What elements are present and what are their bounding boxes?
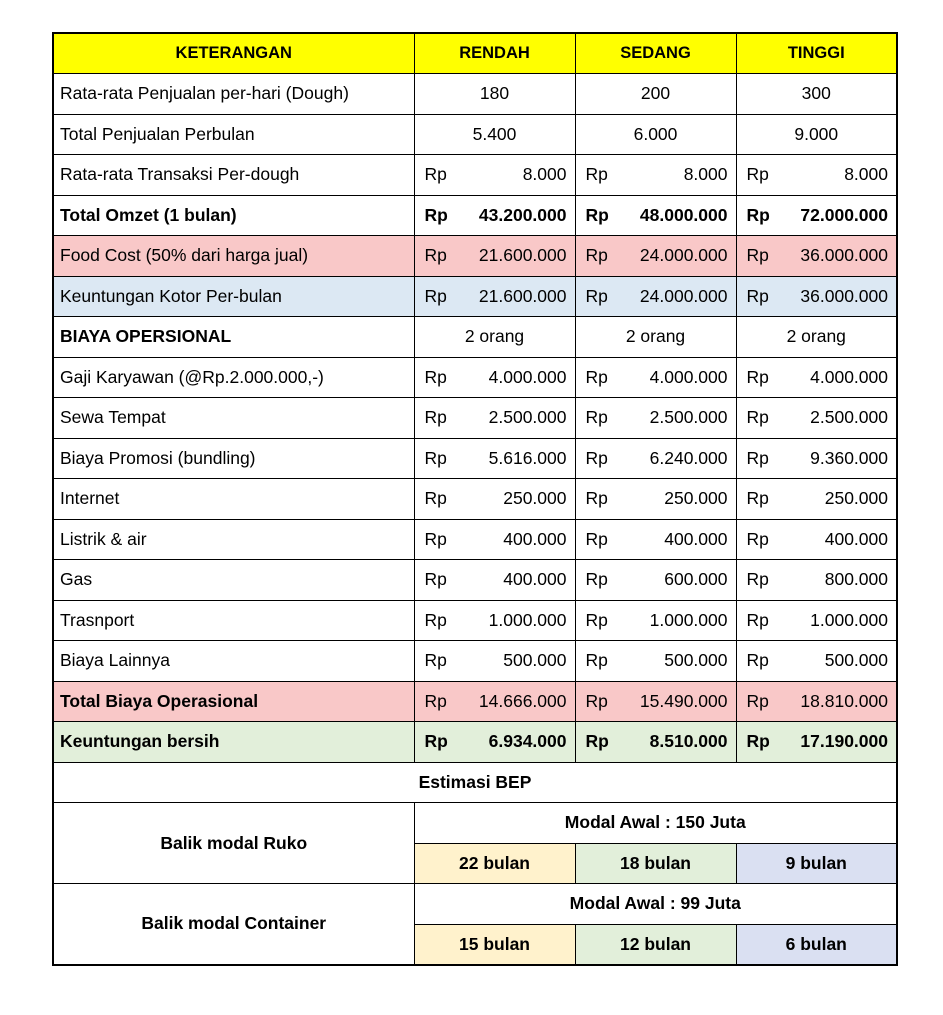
cell-tinggi [736, 236, 897, 277]
cell-tinggi [736, 195, 897, 236]
row-transport [53, 600, 897, 641]
currency: Rp [746, 285, 769, 306]
currency: Rp [424, 366, 447, 387]
value-rendah: 500.000 [503, 650, 567, 671]
currency: Rp [424, 407, 447, 428]
value-rendah: 4.000.000 [488, 366, 567, 387]
value-rendah: 8.000 [522, 164, 567, 185]
value-sedang: 8.510.000 [649, 731, 728, 752]
cell-rendah [414, 641, 575, 682]
currency: Rp [746, 569, 769, 590]
value-rendah: 400.000 [503, 528, 567, 549]
cell-tinggi [736, 357, 897, 398]
currency: Rp [746, 690, 769, 711]
value-sedang: 400.000 [664, 528, 728, 549]
value-rendah: 2.500.000 [488, 407, 567, 428]
header-tinggi: TINGGI [736, 33, 897, 74]
currency: Rp [746, 366, 769, 387]
cell-rendah [414, 276, 575, 317]
row-label: Internet [53, 479, 414, 520]
cell-rendah [414, 722, 575, 763]
cell-sedang [575, 641, 736, 682]
cell-tinggi [736, 276, 897, 317]
container-rendah: 15 bulan [414, 924, 575, 965]
value-sedang: 6.240.000 [649, 447, 728, 468]
currency: Rp [746, 164, 769, 185]
currency: Rp [585, 690, 608, 711]
cell-tinggi [736, 600, 897, 641]
row-biaya-operasional [53, 317, 897, 358]
container-tinggi: 6 bulan [736, 924, 897, 965]
currency: Rp [585, 609, 608, 630]
value-rendah: 21.600.000 [478, 245, 567, 266]
cell-tinggi [736, 641, 897, 682]
row-label: Total Penjualan Perbulan [53, 114, 414, 155]
value-tinggi: 17.190.000 [800, 731, 888, 752]
currency: Rp [585, 164, 608, 185]
cell-tinggi [736, 479, 897, 520]
row-keuntungan-kotor [53, 276, 897, 317]
value-sedang: 2 orang [575, 317, 736, 358]
currency: Rp [424, 204, 448, 225]
row-sewa [53, 398, 897, 439]
header-rendah: RENDAH [414, 33, 575, 74]
currency: Rp [424, 164, 447, 185]
currency: Rp [424, 569, 447, 590]
row-lainnya [53, 641, 897, 682]
value-sedang: 600.000 [664, 569, 728, 590]
row-internet [53, 479, 897, 520]
currency: Rp [746, 528, 769, 549]
ruko-tinggi: 9 bulan [736, 843, 897, 884]
cell-sedang [575, 357, 736, 398]
cell-sedang [575, 236, 736, 277]
cell-rendah [414, 155, 575, 196]
row-total-penjualan [53, 114, 897, 155]
cell-sedang [575, 195, 736, 236]
cell-sedang [575, 560, 736, 601]
header-keterangan: KETERANGAN [53, 33, 414, 74]
cell-rendah [414, 236, 575, 277]
value-sedang: 4.000.000 [649, 366, 728, 387]
cell-rendah [414, 195, 575, 236]
value-rendah: 5.400 [414, 114, 575, 155]
row-label: Keuntungan bersih [53, 722, 414, 763]
row-transaksi [53, 155, 897, 196]
value-tinggi: 1.000.000 [810, 609, 888, 630]
bep-table [52, 32, 898, 966]
cell-rendah [414, 479, 575, 520]
currency: Rp [585, 528, 608, 549]
cell-tinggi [736, 155, 897, 196]
value-rendah: 21.600.000 [478, 285, 567, 306]
row-ruko-modal [53, 803, 897, 844]
row-label: Food Cost (50% dari harga jual) [53, 236, 414, 277]
value-sedang: 8.000 [683, 164, 728, 185]
value-tinggi: 4.000.000 [810, 366, 888, 387]
value-rendah: 6.934.000 [488, 731, 567, 752]
value-sedang: 24.000.000 [639, 285, 728, 306]
value-sedang: 2.500.000 [649, 407, 728, 428]
row-container-modal [53, 884, 897, 925]
row-label: Sewa Tempat [53, 398, 414, 439]
value-tinggi: 500.000 [824, 650, 888, 671]
value-rendah: 180 [414, 74, 575, 115]
currency: Rp [746, 407, 769, 428]
row-gas [53, 560, 897, 601]
currency: Rp [585, 488, 608, 509]
currency: Rp [746, 447, 769, 468]
ruko-label: Balik modal Ruko [53, 803, 414, 884]
value-rendah: 250.000 [503, 488, 567, 509]
currency: Rp [746, 204, 770, 225]
cell-sedang [575, 155, 736, 196]
value-sedang: 15.490.000 [639, 690, 728, 711]
cell-rendah [414, 438, 575, 479]
value-rendah: 5.616.000 [488, 447, 567, 468]
row-omzet [53, 195, 897, 236]
value-tinggi: 800.000 [824, 569, 888, 590]
header-row [53, 33, 897, 74]
value-tinggi: 250.000 [824, 488, 888, 509]
cell-rendah [414, 600, 575, 641]
value-tinggi: 2 orang [736, 317, 897, 358]
value-rendah: 1.000.000 [488, 609, 567, 630]
currency: Rp [424, 650, 447, 671]
container-label: Balik modal Container [53, 884, 414, 965]
ruko-modal: Modal Awal : 150 Juta [414, 803, 897, 844]
value-sedang: 1.000.000 [649, 609, 728, 630]
currency: Rp [585, 569, 608, 590]
ruko-sedang: 18 bulan [575, 843, 736, 884]
row-gaji [53, 357, 897, 398]
value-tinggi: 300 [736, 74, 897, 115]
currency: Rp [585, 407, 608, 428]
cell-tinggi [736, 560, 897, 601]
currency: Rp [424, 447, 447, 468]
value-rendah: 43.200.000 [478, 204, 567, 225]
currency: Rp [424, 528, 447, 549]
value-tinggi: 2.500.000 [810, 407, 888, 428]
row-promosi [53, 438, 897, 479]
cell-tinggi [736, 519, 897, 560]
value-tinggi: 36.000.000 [800, 245, 888, 266]
container-modal: Modal Awal : 99 Juta [414, 884, 897, 925]
currency: Rp [585, 447, 608, 468]
currency: Rp [424, 690, 447, 711]
cell-tinggi [736, 681, 897, 722]
cell-sedang [575, 519, 736, 560]
row-listrik [53, 519, 897, 560]
cell-tinggi [736, 438, 897, 479]
currency: Rp [424, 609, 447, 630]
cell-tinggi [736, 398, 897, 439]
row-label: Biaya Promosi (bundling) [53, 438, 414, 479]
row-label: Biaya Lainnya [53, 641, 414, 682]
cell-rendah [414, 681, 575, 722]
bep-title: Estimasi BEP [53, 762, 897, 803]
cell-sedang [575, 479, 736, 520]
currency: Rp [585, 366, 608, 387]
cell-rendah [414, 560, 575, 601]
currency: Rp [585, 204, 609, 225]
currency: Rp [585, 650, 608, 671]
cell-sedang [575, 398, 736, 439]
value-sedang: 6.000 [575, 114, 736, 155]
value-tinggi: 9.000 [736, 114, 897, 155]
value-sedang: 250.000 [664, 488, 728, 509]
row-label: BIAYA OPERSIONAL [53, 317, 414, 358]
container-sedang: 12 bulan [575, 924, 736, 965]
row-bep-title [53, 762, 897, 803]
value-rendah: 2 orang [414, 317, 575, 358]
currency: Rp [424, 488, 447, 509]
row-label: Rata-rata Penjualan per-hari (Dough) [53, 74, 414, 115]
row-penjualan-hari [53, 74, 897, 115]
row-label: Total Biaya Operasional [53, 681, 414, 722]
cell-rendah [414, 519, 575, 560]
value-rendah: 14.666.000 [478, 690, 567, 711]
cell-rendah [414, 357, 575, 398]
row-label: Total Omzet (1 bulan) [53, 195, 414, 236]
value-tinggi: 8.000 [844, 164, 888, 185]
row-keuntungan-bersih [53, 722, 897, 763]
currency: Rp [585, 285, 608, 306]
currency: Rp [746, 609, 769, 630]
row-label: Listrik & air [53, 519, 414, 560]
cell-rendah [414, 398, 575, 439]
row-label: Gaji Karyawan (@Rp.2.000.000,-) [53, 357, 414, 398]
row-label: Gas [53, 560, 414, 601]
cell-sedang [575, 722, 736, 763]
value-rendah: 400.000 [503, 569, 567, 590]
header-sedang: SEDANG [575, 33, 736, 74]
currency: Rp [746, 650, 769, 671]
value-sedang: 24.000.000 [639, 245, 728, 266]
currency: Rp [424, 285, 447, 306]
row-label: Trasnport [53, 600, 414, 641]
row-food-cost [53, 236, 897, 277]
currency: Rp [424, 731, 448, 752]
value-sedang: 500.000 [664, 650, 728, 671]
currency: Rp [424, 245, 447, 266]
cell-sedang [575, 276, 736, 317]
value-tinggi: 400.000 [824, 528, 888, 549]
value-tinggi: 72.000.000 [800, 204, 888, 225]
currency: Rp [746, 245, 769, 266]
row-total-operasional [53, 681, 897, 722]
ruko-rendah: 22 bulan [414, 843, 575, 884]
row-label: Rata-rata Transaksi Per-dough [53, 155, 414, 196]
cell-sedang [575, 438, 736, 479]
value-sedang: 200 [575, 74, 736, 115]
value-tinggi: 36.000.000 [800, 285, 888, 306]
currency: Rp [585, 731, 609, 752]
cell-sedang [575, 681, 736, 722]
row-label: Keuntungan Kotor Per-bulan [53, 276, 414, 317]
currency: Rp [746, 731, 770, 752]
value-sedang: 48.000.000 [639, 204, 728, 225]
value-tinggi: 18.810.000 [800, 690, 888, 711]
currency: Rp [746, 488, 769, 509]
value-tinggi: 9.360.000 [810, 447, 888, 468]
cell-tinggi [736, 722, 897, 763]
cell-sedang [575, 600, 736, 641]
currency: Rp [585, 245, 608, 266]
